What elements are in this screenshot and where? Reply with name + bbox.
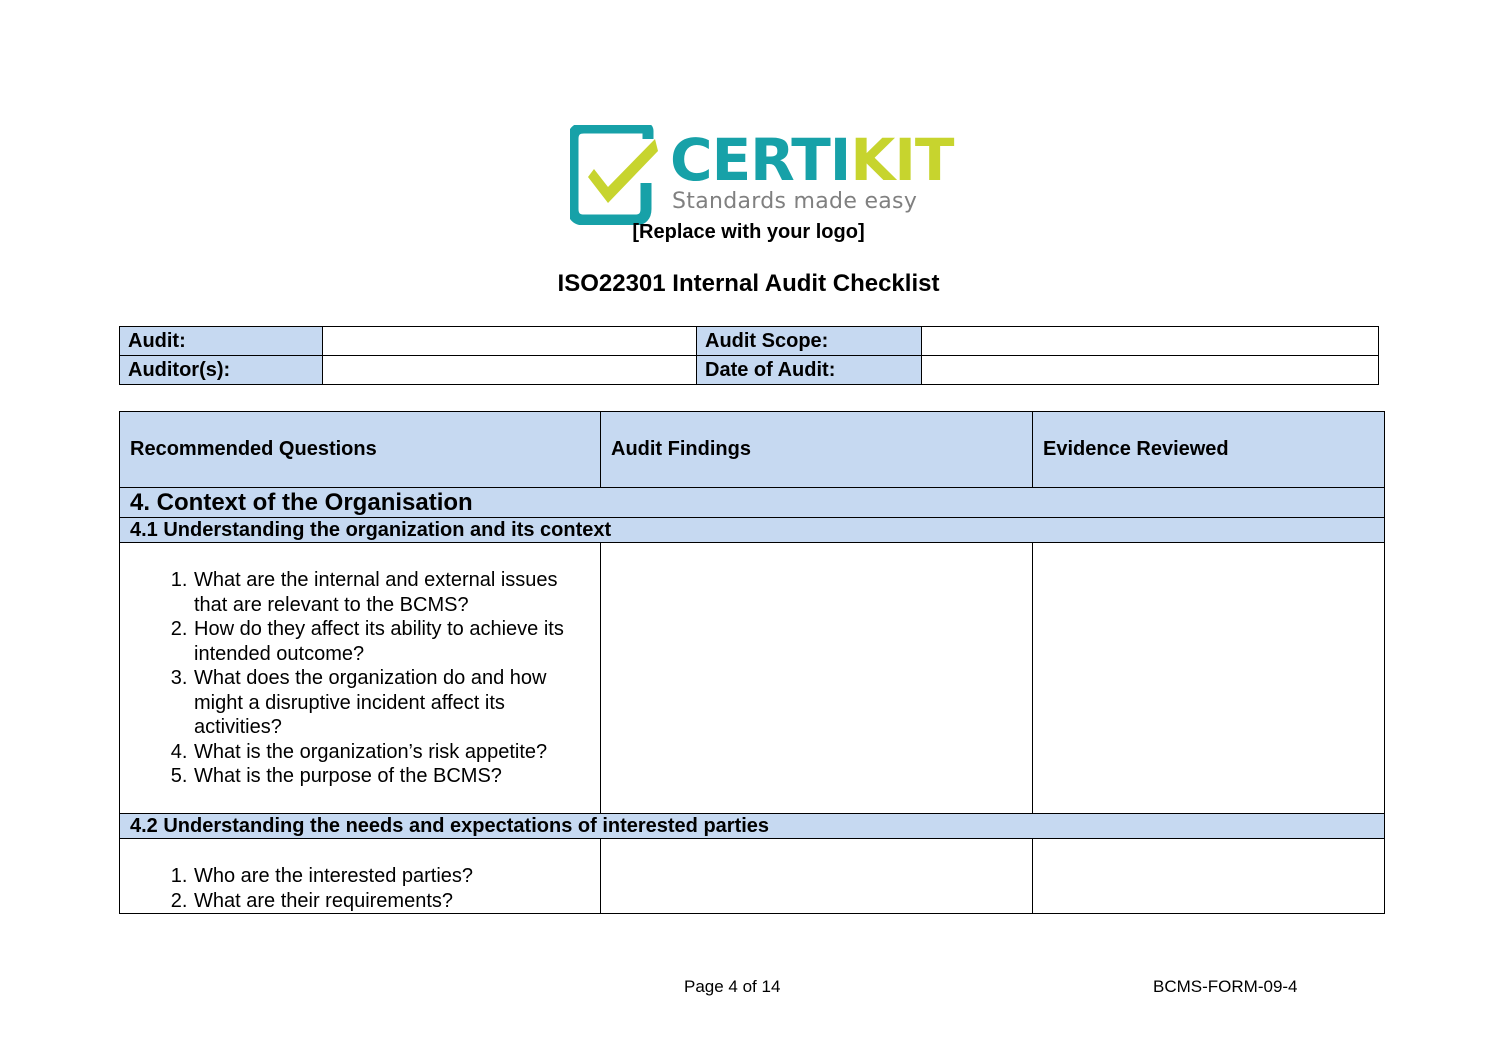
question-item: 2. What are their requirements? (193, 889, 592, 914)
audit-scope-field[interactable] (922, 327, 1379, 356)
audit-info-row (120, 327, 1379, 356)
page-number: Page 4 of 14 (684, 977, 781, 996)
audit-info-row (120, 356, 1379, 385)
questions-cell (120, 839, 601, 914)
audit-findings-cell[interactable] (601, 839, 1033, 914)
subsection-title: 4.1 Understanding the organization and its context (120, 518, 1385, 543)
col-header-evidence: Evidence Reviewed (1033, 412, 1385, 488)
form-id: BCMS-FORM-09-4 (1153, 977, 1298, 996)
company-logo (570, 125, 954, 225)
question-list (120, 839, 600, 913)
replace-logo-note: [Replace with your logo] (632, 221, 865, 243)
audit-findings-cell[interactable] (601, 543, 1033, 814)
date-of-audit-field[interactable] (922, 356, 1379, 385)
checkbox-tick-icon (570, 125, 660, 225)
logo-wordmark-certi: CERTI (670, 126, 851, 194)
question-row (120, 839, 1385, 914)
question-item: 2. How do they affect its ability to achieve its intended outcome? (193, 617, 592, 666)
question-item: 1. Who are the interested parties? (193, 864, 592, 889)
evidence-reviewed-cell[interactable] (1033, 543, 1385, 814)
audit-checklist-table (119, 411, 1385, 914)
subsection-row (120, 814, 1385, 839)
question-item: 3. What does the organization do and how might a disruptive incident affect its activities? (193, 666, 592, 740)
col-header-questions: Recommended Questions (120, 412, 601, 488)
logo-tagline: Standards made easy (672, 189, 918, 214)
auditors-field[interactable] (323, 356, 697, 385)
section-row (120, 488, 1385, 518)
question-item: 1. What are the internal and external issues that are relevant to the BCMS? (193, 568, 592, 617)
audit-label: Audit: (120, 327, 323, 356)
logo-wordmark (670, 125, 953, 195)
subsection-title: 4.2 Understanding the needs and expectations of interested parties (120, 814, 1385, 839)
checklist-header-row (120, 412, 1385, 488)
questions-cell (120, 543, 601, 814)
audit-info-table (119, 326, 1379, 385)
subsection-row (120, 518, 1385, 543)
section-title: 4. Context of the Organisation (120, 488, 1385, 518)
question-item: 4. What is the organization’s risk appetite? (193, 740, 592, 765)
page-title: ISO22301 Internal Audit Checklist (557, 270, 940, 297)
question-row (120, 543, 1385, 814)
question-list (120, 543, 600, 789)
evidence-reviewed-cell[interactable] (1033, 839, 1385, 914)
col-header-findings: Audit Findings (601, 412, 1033, 488)
auditors-label: Auditor(s): (120, 356, 323, 385)
question-item: 5. What is the purpose of the BCMS? (193, 764, 592, 789)
audit-scope-label: Audit Scope: (697, 327, 922, 356)
date-of-audit-label: Date of Audit: (697, 356, 922, 385)
logo-wordmark-kit: KIT (850, 126, 954, 194)
audit-field[interactable] (323, 327, 697, 356)
